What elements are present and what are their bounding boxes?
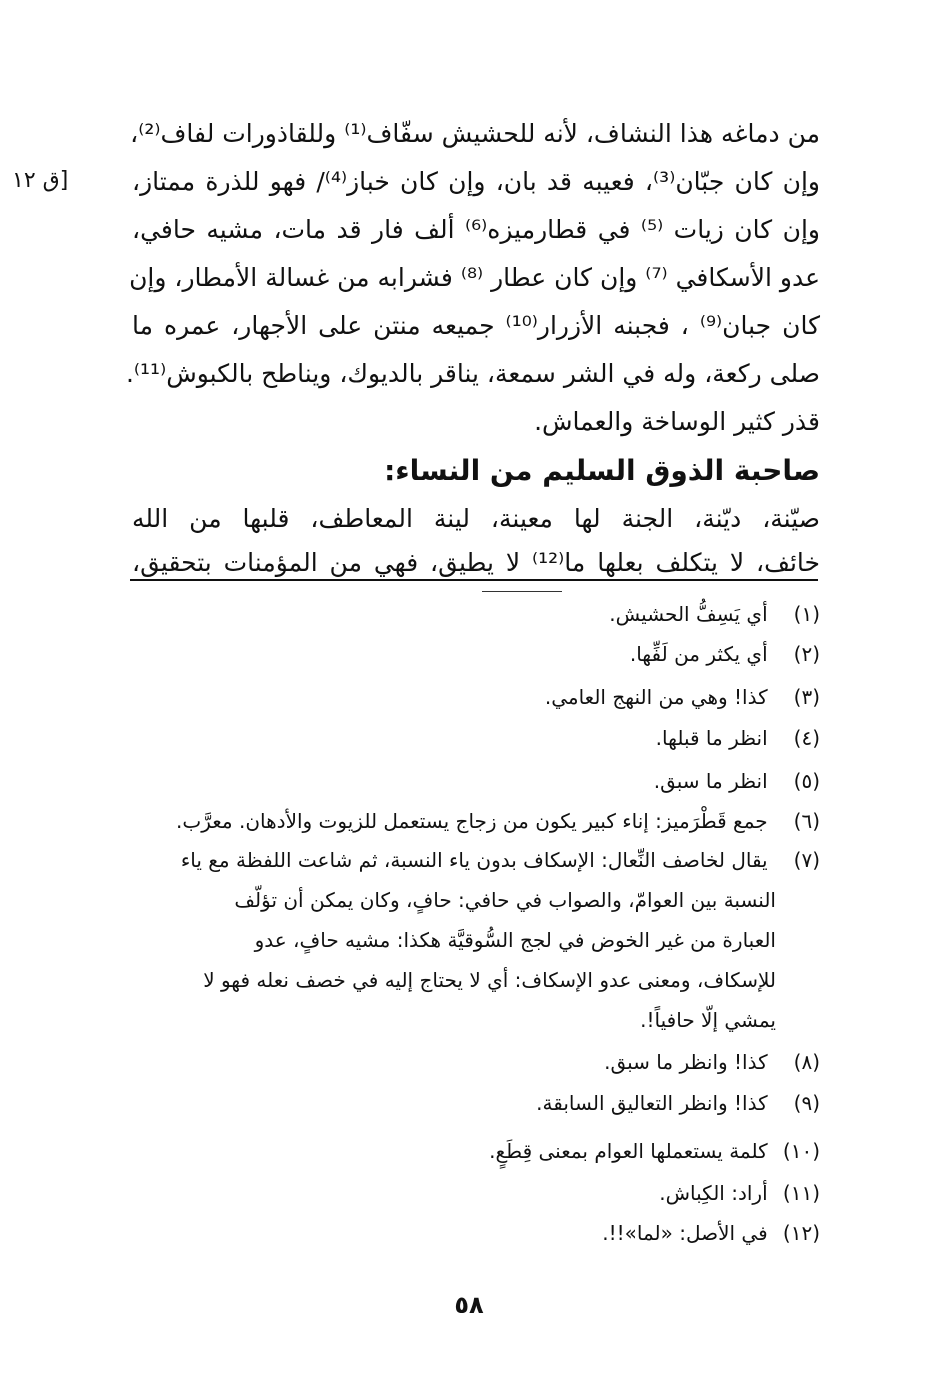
section-text-line: صيّنة، ديّنة، الجنة لها معينة، لينة المعاطف، قلبها من الله <box>132 504 820 533</box>
main-text-line: عدو الأسكافي ⁽⁷⁾ وإن كان عطار ⁽⁸⁾ فشرابه من غسالة الأمطار، وإن <box>129 263 820 292</box>
footnote-text: أي يكثر من لَفِّها. <box>629 642 768 666</box>
footnote-text: كذا! وانظر ما سبق. <box>604 1050 768 1074</box>
footnote <box>130 840 820 880</box>
section-heading: صاحبة الذوق السليم من النساء: <box>384 454 820 487</box>
footnote-text: كذا! وهي من النهج العامي. <box>544 685 768 709</box>
footnote <box>130 1173 820 1213</box>
footnote <box>130 761 820 801</box>
footnote-text: جمع قَطْرَميز: إناء كبير يكون من زجاج يستعمل للزيوت والأدهان. معرَّب. <box>176 809 768 833</box>
footnote-text: انظر ما سبق. <box>653 769 768 793</box>
footnote-number: (١٠) <box>782 1139 820 1163</box>
footnote <box>130 801 820 841</box>
main-text-line: صلى ركعة، وله في الشر سمعة، يناقر بالديوك، ويناطح بالكبوش⁽¹¹⁾. <box>125 359 820 388</box>
footnote-number: (١١) <box>782 1181 820 1205</box>
footnote-number: (١) <box>793 602 820 626</box>
footnote <box>130 634 820 674</box>
section-text-line: خائف، لا يتكلف بعلها ما⁽¹²⁾ لا يطيق، فهي من المؤمنات بتحقيق، <box>132 548 820 577</box>
footnote-number: (٨) <box>793 1050 820 1074</box>
footnote-number: (٣) <box>793 685 820 709</box>
footnote <box>130 677 820 717</box>
main-text-line: كان جبان⁽⁹⁾ ، فجبنه الأزرار⁽¹⁰⁾ جميعه منتن على الأجهار، عمره ما <box>132 311 820 340</box>
main-text-line: وإن كان زيات ⁽⁵⁾ في قطارميزه⁽⁶⁾ ألف فار قد مات، مشيه حافي، <box>132 215 820 244</box>
footnote-number: (٦) <box>793 809 820 833</box>
footnote-number: (١٢) <box>782 1221 820 1245</box>
footnote-separator-short <box>482 591 562 592</box>
main-text-line: قذر كثير الوساخة والعماش. <box>534 407 820 436</box>
footnote-number: (٤) <box>793 726 820 750</box>
manuscript-folio-note: [ق ١٢ <box>12 168 69 193</box>
footnote-text: يقال لخاصف النِّعال: الإسكاف بدون ياء النسبة، ثم شاعت اللفظة مع ياء <box>180 848 768 872</box>
footnote <box>130 718 820 758</box>
footnote-number: (٩) <box>793 1091 820 1115</box>
page-number: ٥٨ <box>454 1291 484 1319</box>
footnote <box>130 1083 820 1123</box>
footnote-text: كذا! وانظر التعاليق السابقة. <box>536 1091 768 1115</box>
footnote-number: (٥) <box>793 769 820 793</box>
footnote-text: كلمة يستعملها العوام بمعنى قِطَعٍ. <box>489 1139 768 1163</box>
footnote-separator <box>130 579 818 581</box>
footnote <box>130 1213 820 1253</box>
footnote-text: انظر ما قبلها. <box>655 726 768 750</box>
footnote <box>130 1131 820 1171</box>
footnote-continuation-line: العبارة من غير الخوض في لجج السُّوقيَّة هكذا: مشيه حافٍ، عدو <box>254 928 776 952</box>
main-text-line: من دماغه هذا النشاف، لأنه للحشيش سفّاف⁽¹⁾ وللقاذورات لفاف⁽²⁾، <box>130 119 820 148</box>
footnote-continuation-line: للإسكاف، ومعنى عدو الإسكاف: أي لا يحتاج إليه في خصف نعله فهو لا <box>203 968 776 992</box>
footnote-number: (٧) <box>793 848 820 872</box>
footnote-text: أراد: الكِباش. <box>659 1181 768 1205</box>
footnote <box>130 1042 820 1082</box>
footnote-continuation-line: يمشي إلّا حافياً!. <box>640 1008 776 1032</box>
footnote <box>130 594 820 634</box>
main-text-line: وإن كان جبّان⁽³⁾، فعيبه قد بان، وإن كان خباز⁽⁴⁾/ فهو للذرة ممتاز، <box>132 167 820 196</box>
footnote-continuation-line: النسبة بين العوامّ، والصواب في حافي: حافٍ، وكان يمكن أن تؤلّف <box>234 888 776 912</box>
footnote-text: في الأصل: «لما»!!. <box>602 1221 768 1245</box>
footnote-text: أي يَسِفُّ الحشيش. <box>609 602 768 626</box>
footnote-number: (٢) <box>793 642 820 666</box>
